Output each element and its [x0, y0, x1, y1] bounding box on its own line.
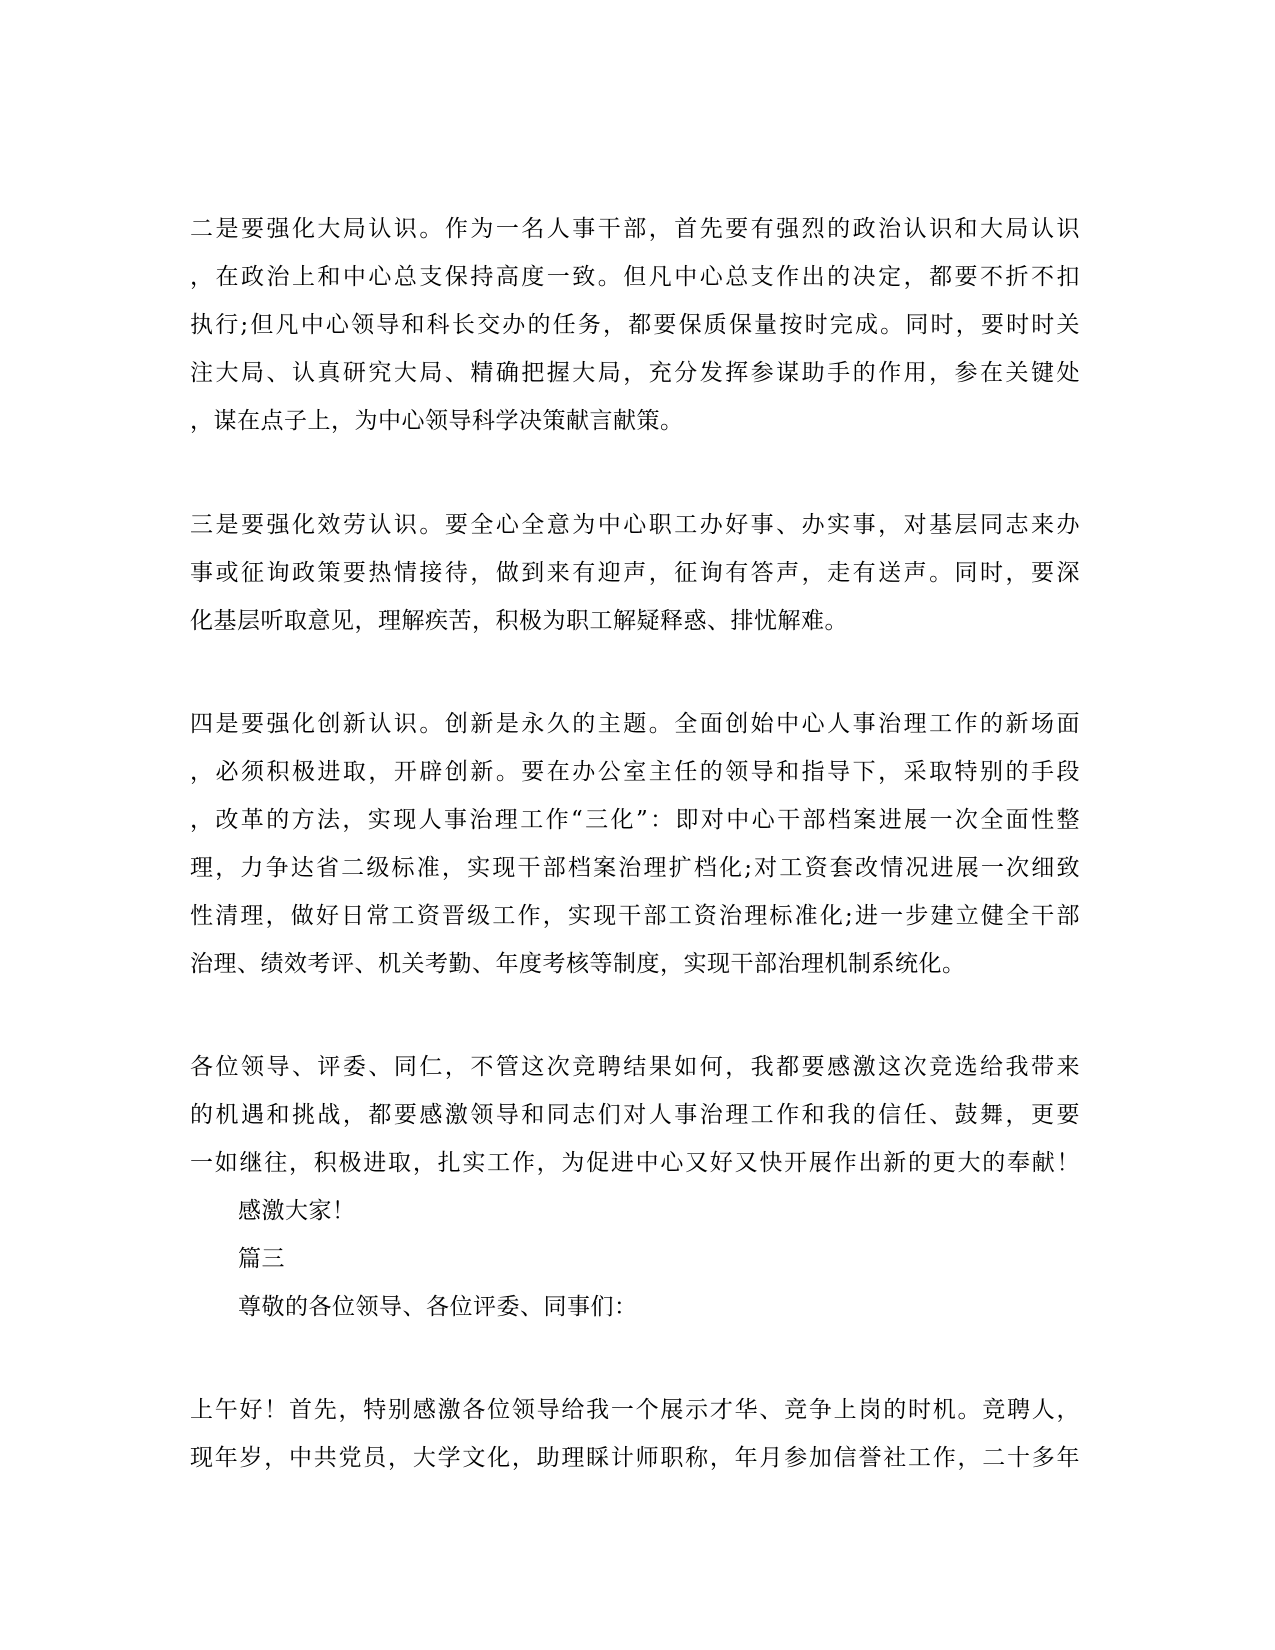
text-line: ，改革的方法，实现人事治理工作“三化”：即对中心干部档案进展一次全面性整 — [190, 807, 1080, 833]
text-line: 化基层听取意见，理解疾苦，积极为职工解疑释惑、排忧解难。 — [190, 608, 848, 634]
paragraph-service — [190, 501, 1080, 645]
text-line: ，谋在点子上，为中心领导科学决策献言献策。 — [190, 408, 684, 434]
text-line: 注大局、认真研究大局、精确把握大局，充分发挥参谋助手的作用，参在关键处 — [190, 360, 1080, 386]
text-line: ，必须积极进取，开辟创新。要在办公室主任的领导和指导下，采取特别的手段 — [190, 759, 1080, 785]
text-line: 执行;但凡中心领导和科长交办的任务，都要保质保量按时完成。同时，要时时关 — [190, 312, 1080, 338]
paragraph-overall-situation — [190, 205, 1080, 445]
text-line: 一如继往，积极进取，扎实工作，为促进中心又好又快开展作出新的更大的奉献！ — [190, 1150, 1080, 1176]
text-line: 事或征询政策要热情接待，做到来有迎声，征询有答声，走有送声。同时，要深 — [190, 560, 1080, 586]
paragraph-innovation — [190, 700, 1080, 988]
text-line: 四是要强化创新认识。创新是永久的主题。全面创始中心人事治理工作的新场面 — [190, 711, 1080, 737]
section-heading: 篇三 — [238, 1246, 285, 1272]
text-line: 上午好！首先，特别感激各位领导给我一个展示才华、竞争上岗的时机。竞聘人， — [190, 1397, 1080, 1423]
paragraph-introduction — [190, 1386, 1080, 1482]
paragraph-closing — [190, 1043, 1080, 1331]
thanks-line: 感激大家！ — [238, 1198, 356, 1224]
text-line: 三是要强化效劳认识。要全心全意为中心职工办好事、办实事，对基层同志来办 — [190, 512, 1080, 538]
text-line: 性清理，做好日常工资晋级工作，实现干部工资治理标准化;进一步建立健全干部 — [190, 903, 1080, 929]
text-line: 各位领导、评委、同仁，不管这次竞聘结果如何，我都要感激这次竞选给我带来 — [190, 1054, 1080, 1080]
text-line: 现年岁，中共党员，大学文化，助理睬计师职称，年月参加信誉社工作，二十多年 — [190, 1445, 1080, 1471]
text-line: 二是要强化大局认识。作为一名人事干部，首先要有强烈的政治认识和大局认识 — [190, 216, 1080, 242]
salutation-line: 尊敬的各位领导、各位评委、同事们： — [238, 1294, 638, 1320]
text-line: 的机遇和挑战，都要感激领导和同志们对人事治理工作和我的信任、鼓舞，更要 — [190, 1102, 1080, 1128]
text-line: 理，力争达省二级标准，实现干部档案治理扩档化;对工资套改情况进展一次细致 — [190, 855, 1080, 881]
text-line: 治理、绩效考评、机关考勤、年度考核等制度，实现干部治理机制系统化。 — [190, 951, 966, 977]
text-line: ，在政治上和中心总支保持高度一致。但凡中心总支作出的决定，都要不折不扣 — [190, 264, 1080, 290]
